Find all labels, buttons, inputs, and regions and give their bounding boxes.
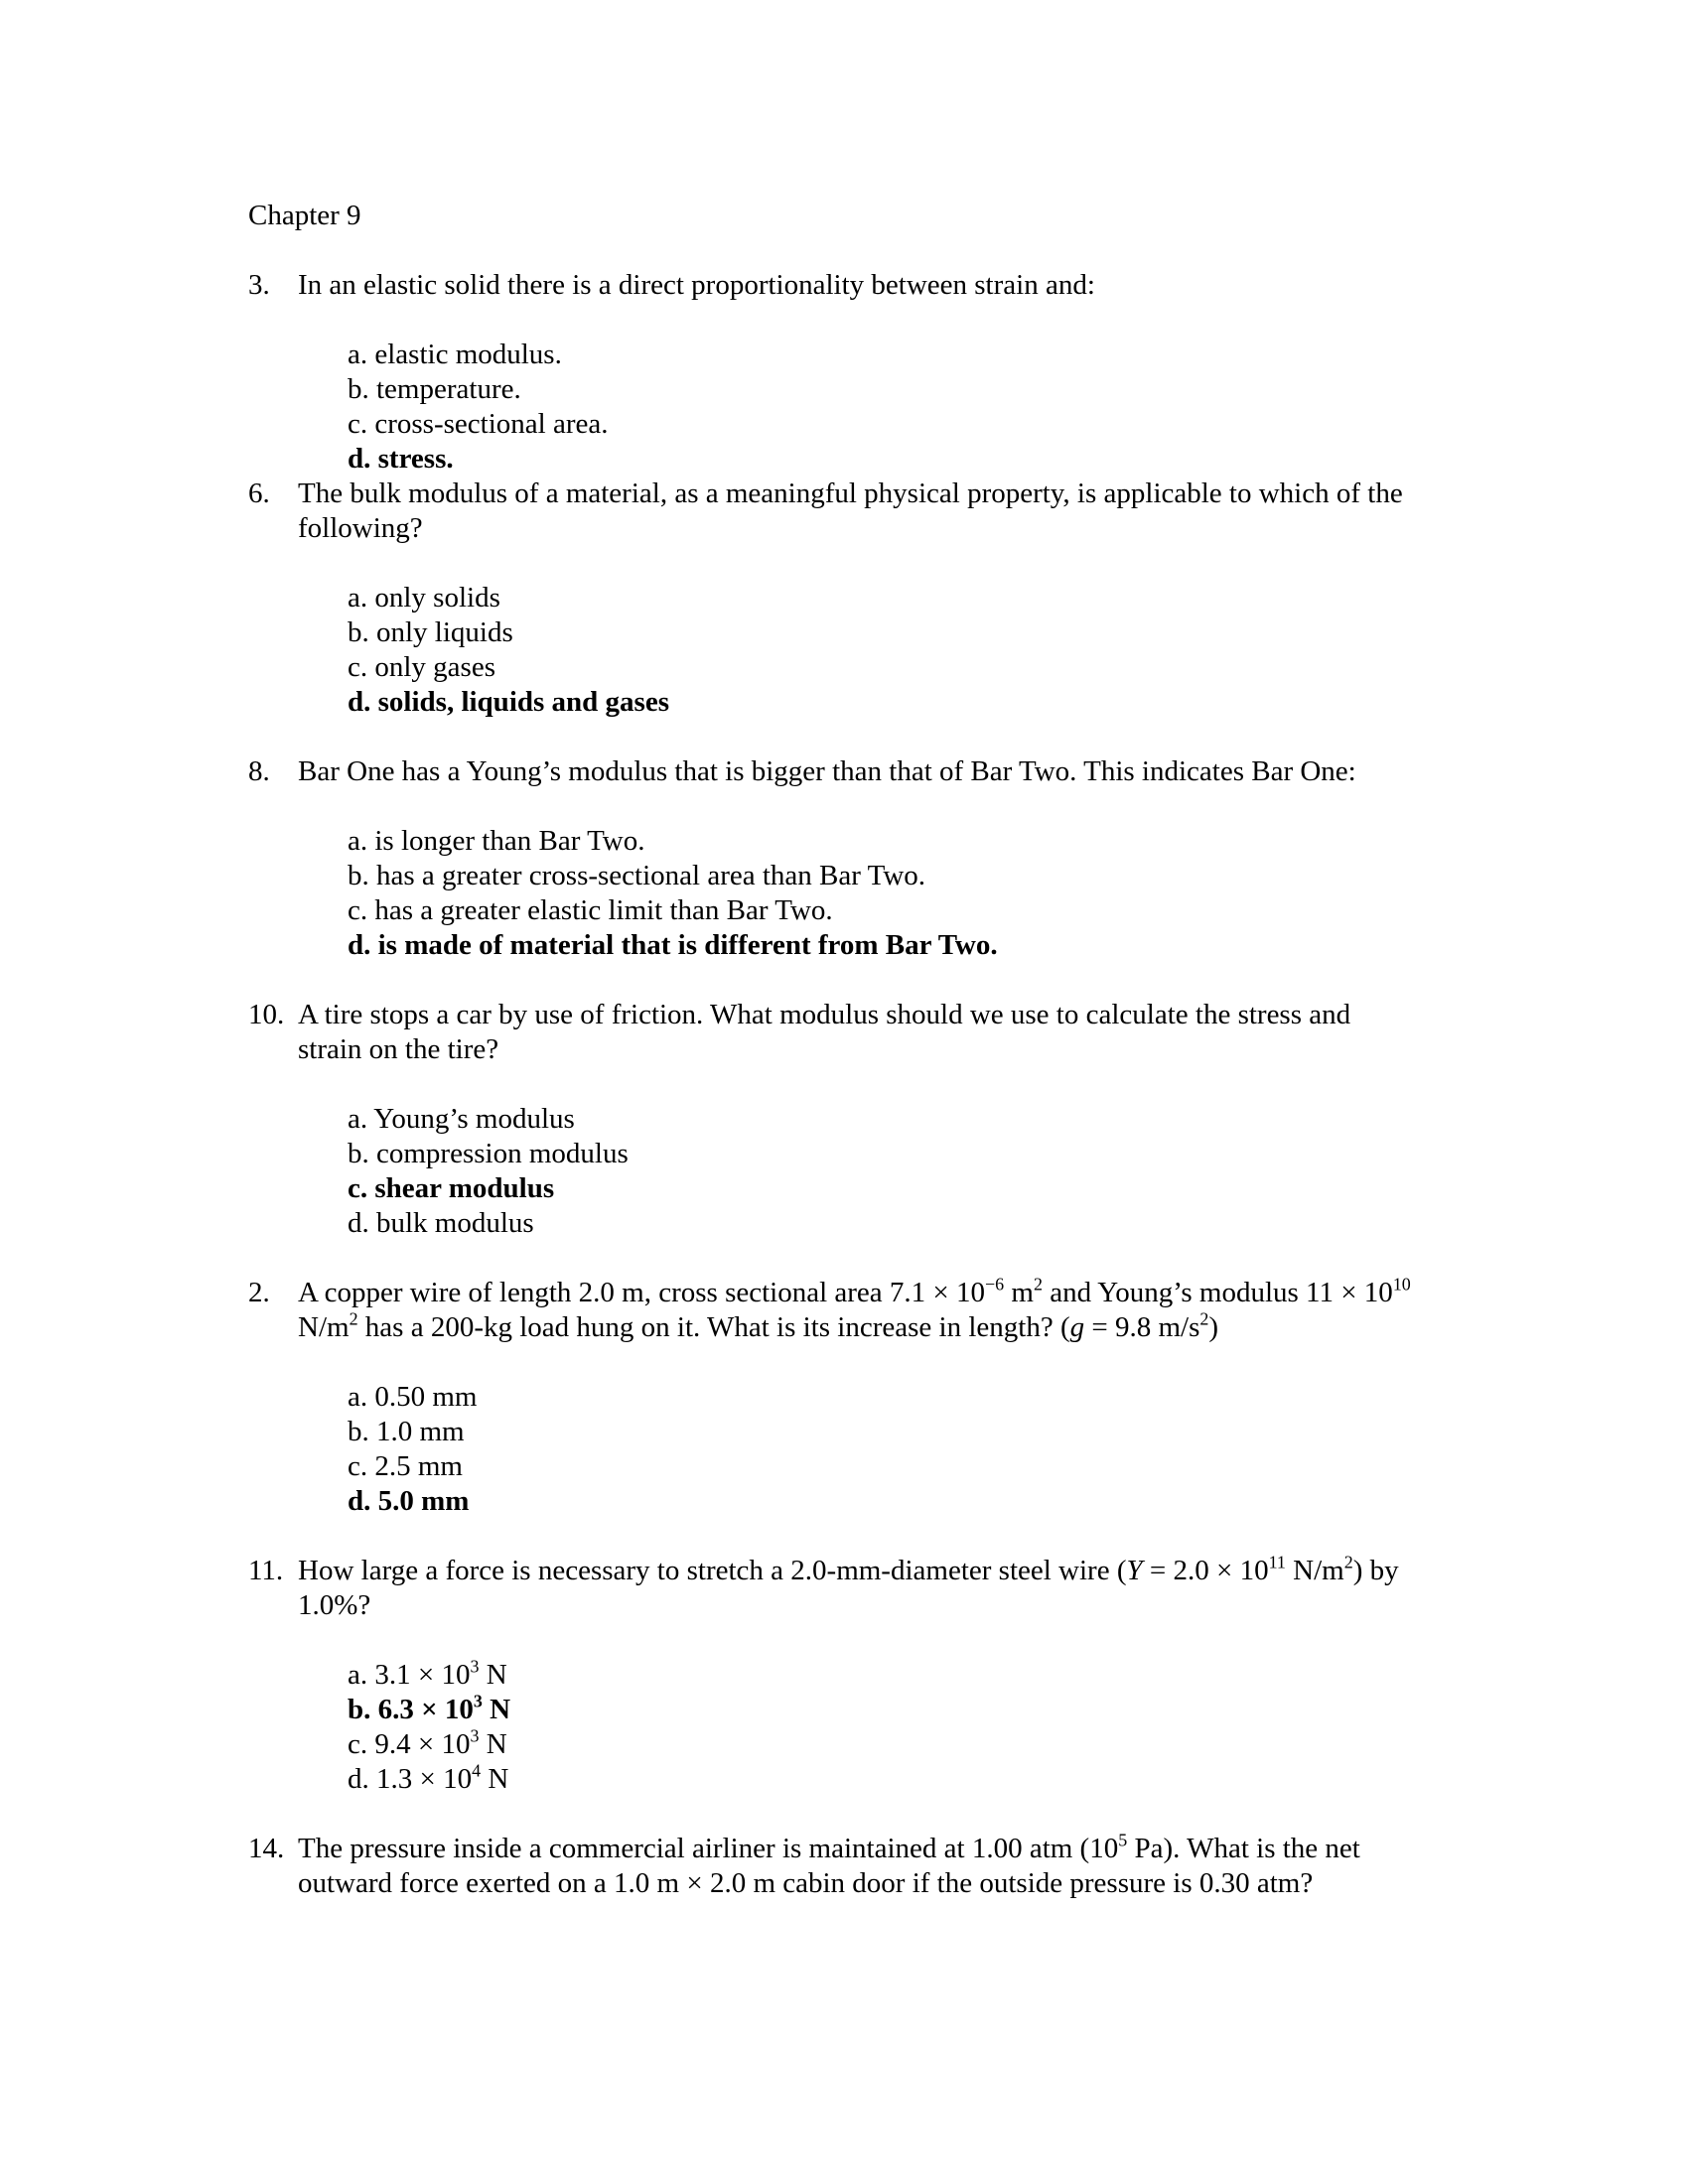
option-b: b. compression modulus [348, 1138, 629, 1169]
document-page [248, 199, 1440, 1901]
exponent: −6 [985, 1274, 1005, 1295]
option-b: b. temperature. [348, 373, 521, 405]
option-unit: N [481, 1763, 509, 1795]
option-base: b. 6.3 × 10 [348, 1694, 474, 1725]
exponent: 5 [1118, 1830, 1128, 1850]
text-segment: Pa). What is the net outward force exerted on a 1.0 m × 2.0 m cabin door if the outside pressure is 0.30 atm? [298, 1833, 1360, 1899]
option-a: a. only solids [348, 582, 500, 614]
option-c [348, 1727, 1440, 1762]
exponent: 10 [1392, 1274, 1411, 1295]
question-text: A tire stops a car by use of friction. What modulus should we use to calculate the stress and strain on the tire? [298, 999, 1351, 1065]
answer-options [348, 581, 1440, 720]
text-segment: How large a force is necessary to stretch a 2.0-mm-diameter steel wire ( [298, 1555, 1127, 1586]
question-number: 3. [248, 269, 270, 301]
question-11 [248, 1554, 1440, 1797]
option-base: a. 3.1 × 10 [348, 1659, 471, 1691]
variable-y: Y [1126, 1555, 1143, 1586]
question-number: 2. [248, 1277, 270, 1308]
answer-options [348, 1658, 1440, 1797]
question-3 [248, 268, 1440, 477]
option-d-correct: d. stress. [348, 443, 454, 475]
text-segment: has a 200-kg load hung on it. What is its increase in length? ( [357, 1311, 1070, 1343]
text-segment: ) [1208, 1311, 1219, 1343]
exponent: 2 [1199, 1308, 1209, 1329]
text-segment: = 9.8 m/s [1084, 1311, 1200, 1343]
text-segment: and Young’s modulus 11 × 10 [1042, 1277, 1393, 1308]
option-c-correct: c. shear modulus [348, 1172, 555, 1204]
option-d: d. bulk modulus [348, 1207, 534, 1239]
question-number: 11. [248, 1555, 284, 1586]
question-text: In an elastic solid there is a direct proportionality between strain and: [298, 269, 1095, 301]
text-segment: The pressure inside a commercial airliner is maintained at 1.00 atm (10 [298, 1833, 1119, 1864]
option-b: b. has a greater cross-sectional area than Bar Two. [348, 860, 926, 891]
option-unit: N [479, 1728, 507, 1760]
text-segment: ) by 1.0%? [298, 1555, 1399, 1621]
question-number: 14. [248, 1833, 285, 1864]
option-a: a. Young’s modulus [348, 1103, 575, 1135]
option-c: c. cross-sectional area. [348, 408, 609, 440]
variable-g: g [1069, 1311, 1085, 1343]
question-8 [248, 754, 1440, 963]
option-base: d. 1.3 × 10 [348, 1763, 473, 1795]
answer-options [348, 1380, 1440, 1519]
option-d-correct: d. 5.0 mm [348, 1485, 470, 1517]
option-d-correct: d. is made of material that is different from Bar Two. [348, 929, 998, 961]
option-b: b. 1.0 mm [348, 1416, 465, 1447]
text-segment: A copper wire of length 2.0 m, cross sectional area 7.1 × 10 [298, 1277, 986, 1308]
text-segment: N/m [298, 1311, 350, 1343]
answer-options [348, 824, 1440, 963]
option-unit: N [479, 1659, 507, 1691]
chapter-title: Chapter 9 [248, 200, 361, 231]
exponent: 2 [1343, 1552, 1353, 1572]
exponent: 3 [470, 1725, 480, 1746]
question-text [298, 1554, 1420, 1623]
exponent: 3 [473, 1691, 483, 1711]
question-10 [248, 998, 1440, 1241]
option-a: a. elastic modulus. [348, 339, 562, 370]
answer-options [348, 1102, 1440, 1241]
option-b-correct [348, 1693, 1440, 1727]
question-2 [248, 1276, 1440, 1519]
option-b: b. only liquids [348, 616, 513, 648]
text-segment: = 2.0 × 10 [1142, 1555, 1269, 1586]
question-text: Bar One has a Young’s modulus that is bigger than that of Bar Two. This indicates Bar One: [298, 755, 1356, 787]
option-d-correct: d. solids, liquids and gases [348, 686, 669, 718]
option-base: c. 9.4 × 10 [348, 1728, 471, 1760]
question-number: 10. [248, 999, 285, 1030]
question-number: 8. [248, 755, 270, 787]
option-a [348, 1658, 1440, 1693]
option-c: c. only gases [348, 651, 495, 683]
exponent: 11 [1268, 1552, 1286, 1572]
exponent: 2 [349, 1308, 358, 1329]
question-6 [248, 477, 1440, 720]
answer-options [348, 338, 1440, 477]
option-c: c. has a greater elastic limit than Bar Two. [348, 894, 833, 926]
option-d [348, 1762, 1440, 1797]
question-text [298, 1832, 1420, 1901]
question-number: 6. [248, 478, 270, 509]
text-segment: N/m [1285, 1555, 1344, 1586]
option-a: a. is longer than Bar Two. [348, 825, 645, 857]
question-text: The bulk modulus of a material, as a meaningful physical property, is applicable to which of the following? [298, 478, 1403, 544]
question-text [298, 1276, 1420, 1345]
option-a: a. 0.50 mm [348, 1381, 478, 1413]
exponent: 4 [472, 1760, 482, 1781]
option-unit: N [482, 1694, 511, 1725]
exponent: 2 [1033, 1274, 1043, 1295]
text-segment: m [1004, 1277, 1034, 1308]
exponent: 3 [470, 1656, 480, 1677]
question-14 [248, 1832, 1440, 1901]
option-c: c. 2.5 mm [348, 1450, 463, 1482]
